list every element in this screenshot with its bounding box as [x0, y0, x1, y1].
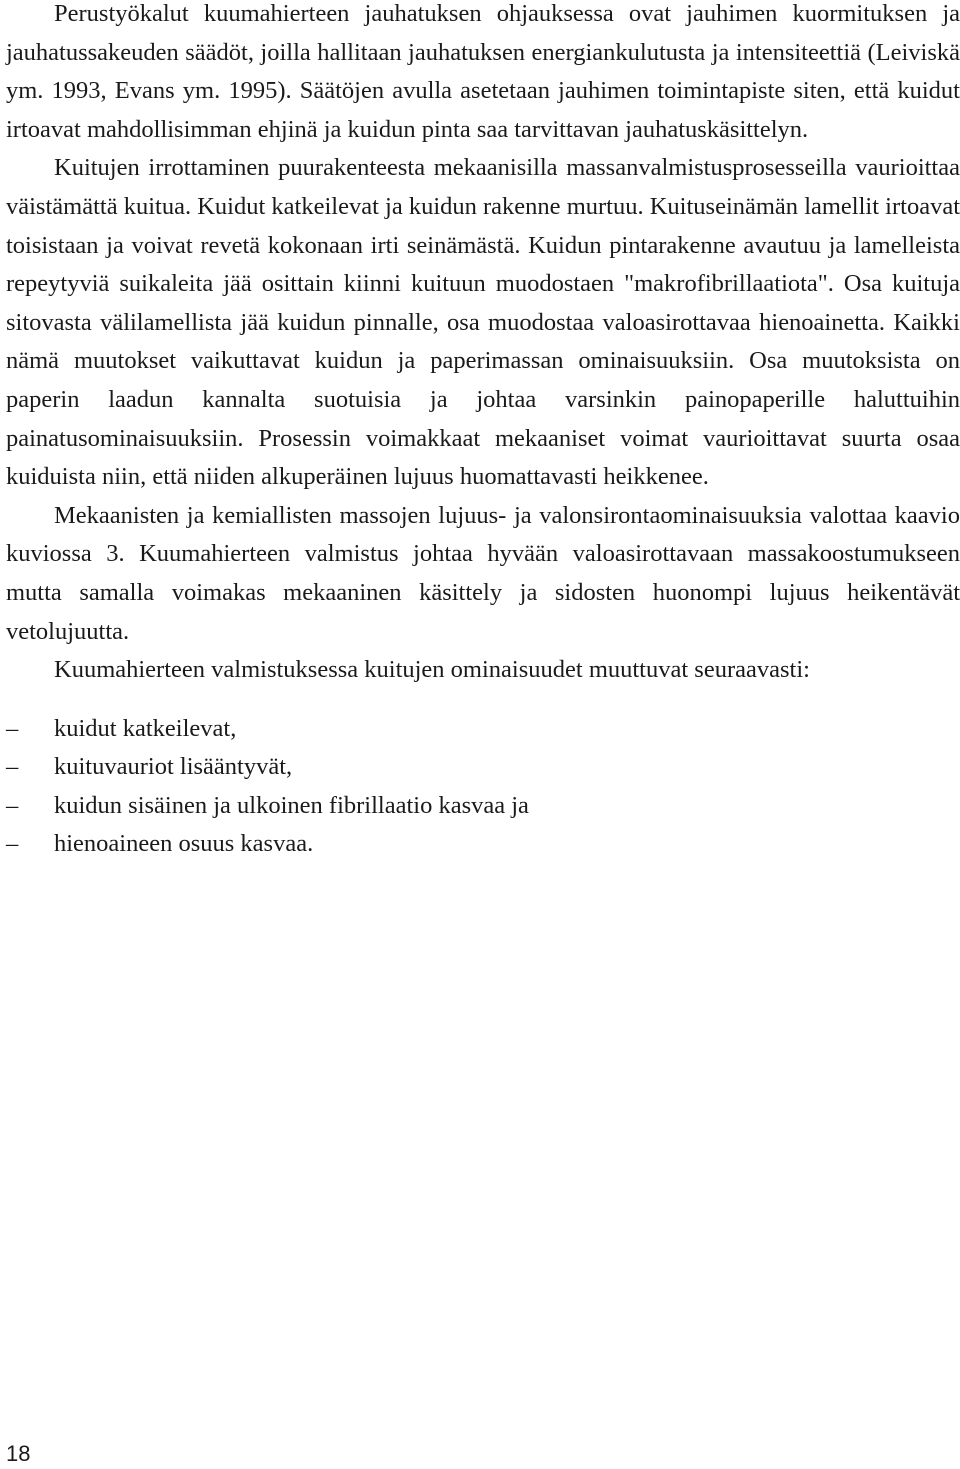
- list-item: [6, 710, 960, 749]
- list-dash: –: [6, 714, 19, 742]
- page-number: 18: [6, 1441, 31, 1466]
- fiber-changes-list: [6, 710, 960, 864]
- list-dash: –: [6, 791, 19, 819]
- paragraph-strength-properties: Mekaanisten ja kemiallisten massojen lujuus- ja valonsirontaominaisuuksia valottaa kaavio kuviossa 3. Kuumahierteen valmistus johtaa hyvään valoasirottavaan massakoostumukseen mutta samalla voimakas mekaaninen käsittely ja sidosten huonompi lujuus heikentävät vetolujuutta.: [6, 501, 960, 645]
- list-item: [6, 748, 960, 787]
- list-dash: –: [6, 753, 19, 781]
- list-item-text: hienoaineen osuus kasvaa.: [54, 830, 314, 858]
- list-item: [6, 825, 960, 864]
- list-item-text: kuidun sisäinen ja ulkoinen fibrillaatio kasvaa ja: [54, 791, 529, 819]
- paragraph-fiber-damage: Kuitujen irrottaminen puurakenteesta mekaanisilla massanvalmistusprosesseilla vaurioittaa väistämättä kuitua. Kuidut katkeilevat ja kuidun rakenne murtuu. Kuituseinämän lamellit irtoavat toisistaan ja voivat revetä kokonaan irti seinämästä. Kuidun pintarakenne avautuu ja lamelleista repeytyviä suikaleita jää osittain kiinni kuituun muodostaen "makrofibrillaatiota". Osa kuituja sitovasta välilamellista jää kuidun pinnalle, osa muodostaa valoasirottavaa hienoainetta. Kaikki nämä muutokset vaikuttavat kuidun ja paperimassan ominaisuuksiin. Osa muutoksista on paperin laadun kannalta suotuisia ja johtaa varsinkin painopaperille haluttuihin painatusominaisuuksiin. Prosessin voimakkaat mekaaniset voimat vaurioittavat suurta osaa kuiduista niin, että niiden alkuperäinen lujuus huomattavasti heikkenee.: [6, 154, 960, 491]
- list-item-text: kuidut katkeilevat,: [54, 714, 237, 742]
- paragraph-refining-control: Perustyökalut kuumahierteen jauhatuksen ohjauksessa ovat jauhimen kuormituksen ja jauhatussakeuden säädöt, joilla hallitaan jauhatuksen energiankulutusta ja intensiteettiä (Leiviskä ym. 1993, Evans ym. 1995). Säätöjen avulla asetetaan jauhimen toimintapiste siten, että kuidut irtoavat mahdollisimman ehjinä ja kuidun pinta saa tarvittavan jauhatuskäsittelyn.: [6, 0, 960, 143]
- list-item-text: kuituvauriot lisääntyvät,: [54, 753, 293, 781]
- paragraph-list-intro: Kuumahierteen valmistuksessa kuitujen ominaisuudet muuttuvat seuraavasti:: [54, 656, 810, 684]
- list-dash: –: [6, 830, 19, 858]
- document-page: [6, 0, 960, 864]
- list-item: [6, 787, 960, 826]
